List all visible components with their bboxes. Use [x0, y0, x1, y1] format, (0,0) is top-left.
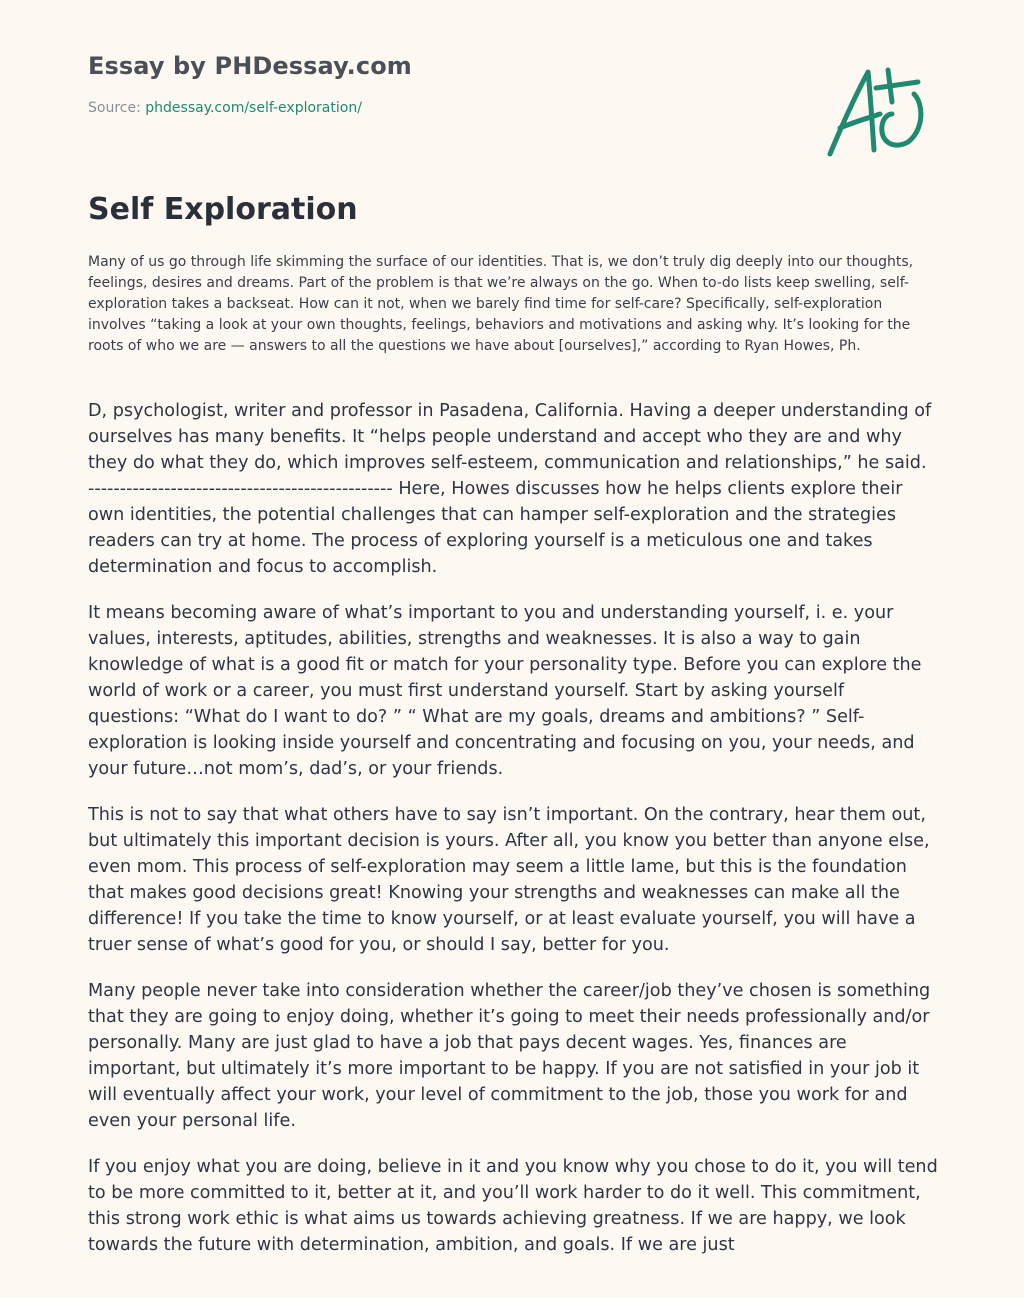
- source-line: [88, 98, 788, 118]
- site-title: Essay by PHDessay.com: [88, 52, 412, 80]
- body-paragraph: If you enjoy what you are doing, believe in it and you know why you chose to do it, you will tend to be more committed to it, better at it, and you’ll work harder to do it well. This commitment, this strong work ethic is what aims us towards achieving greatness. If we are happy, we look towards the future with determination, ambition, and goals. If we are just: [88, 1157, 938, 1254]
- body-paragraph: It means becoming aware of what’s important to you and understanding yourself, i. e. your values, interests, aptitudes, abilities, strengths and weaknesses. It is also a way to gain knowledge of what is a good fit or match for your personality type. Before you can explore the world of work or a career, you must first understand yourself. Start by asking yourself questions: “What do I want to do? ” “ What are my goals, dreams and ambitions? ” Self-exploration is looking inside yourself and concentrating and focusing on you, your needs, and your future…not mom’s, dad’s, or your friends.: [88, 603, 922, 779]
- essay-body: [88, 398, 938, 1254]
- body-paragraph: This is not to say that what others have to say isn’t important. On the contrary, hear them out, but ultimately this important decision is yours. After all, you know you better than anyone else, even mom. This process of self-exploration may seem a little lame, but this is the foundation that makes good decisions great! Knowing your strengths and weaknesses can make all the difference! If you take the time to know yourself, or at least evaluate yourself, you will have a truer sense of what’s good for you, or should I say, better for you.: [88, 805, 930, 955]
- document-title: Self Exploration: [88, 192, 358, 227]
- body-paragraph: Many people never take into consideration whether the career/job they’ve chosen is something that they are going to enjoy doing, whether it’s going to meet their needs professionally and/or personally. Many are just glad to have a job that pays decent wages. Yes, finances are important, but ultimately it’s more important to be happy. If you are not satisfied in your job it will eventually affect your work, your level of commitment to the job, those you work for and even your personal life.: [88, 981, 931, 1131]
- a-plus-grade-icon: [820, 60, 932, 164]
- body-paragraph: D, psychologist, writer and professor in Pasadena, California. Having a deeper understanding of ourselves has many benefits. It “helps people understand and accept who they are and why they do what they do, which improves self-esteem, communication and relationships,” he said. ------------------------------------------------ Here, Howes discusses how he helps clients explore their own identities, the potential challenges that can hamper self-exploration and the strategies readers can try at home. The process of exploring yourself is a meticulous one and takes determination and focus to accomplish.: [88, 401, 932, 577]
- page-header: [88, 46, 788, 118]
- source-label: Source:: [88, 100, 146, 116]
- source-link[interactable]: phdessay.com/self-exploration/: [145, 100, 362, 116]
- intro-paragraph: Many of us go through life skimming the surface of our identities. That is, we don’t truly dig deeply into our thoughts, feelings, desires and dreams. Part of the problem is that we’re always on the go. When to-do lists keep swelling, self-exploration takes a backseat. How can it not, when we barely find time for self-care? Specifically, self-exploration involves “taking a look at your own thoughts, feelings, behaviors and motivations and asking why. It’s looking for the roots of who we are — answers to all the questions we have about [ourselves],” according to Ryan Howes, Ph.: [88, 254, 914, 354]
